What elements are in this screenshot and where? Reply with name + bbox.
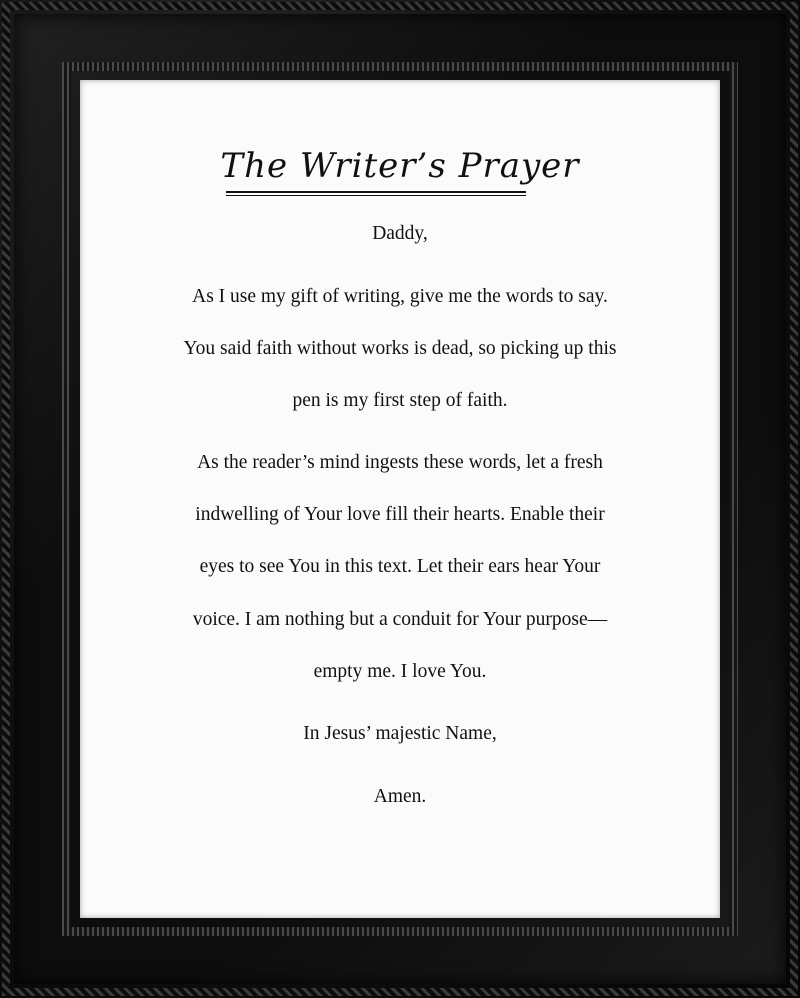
paragraph1-line-3: pen is my first step of faith. bbox=[292, 390, 508, 411]
salutation: Daddy, bbox=[372, 223, 428, 244]
paragraph1-line-2: You said faith without works is dead, so picking up this bbox=[183, 338, 617, 359]
paragraph2-line-2: indwelling of Your love fill their hearts. Enable their bbox=[195, 504, 605, 525]
paragraph2-line-4: voice. I am nothing but a conduit for Your purpose— bbox=[192, 609, 608, 630]
paragraph2-line-3: eyes to see You in this text. Let their ears hear Your bbox=[199, 556, 601, 577]
prayer-title: The Writer’s Prayer bbox=[220, 146, 580, 186]
signoff: Amen. bbox=[373, 786, 427, 807]
closing-line: In Jesus’ majestic Name, bbox=[303, 723, 497, 744]
paragraph2-line-5: empty me. I love You. bbox=[313, 661, 487, 682]
paragraph1-line-1: As I use my gift of writing, give me the words to say. bbox=[192, 286, 608, 307]
prayer-page bbox=[80, 80, 720, 918]
paragraph2-line-1: As the reader’s mind ingests these words, let a fresh bbox=[197, 452, 603, 473]
title-underline bbox=[226, 191, 526, 196]
